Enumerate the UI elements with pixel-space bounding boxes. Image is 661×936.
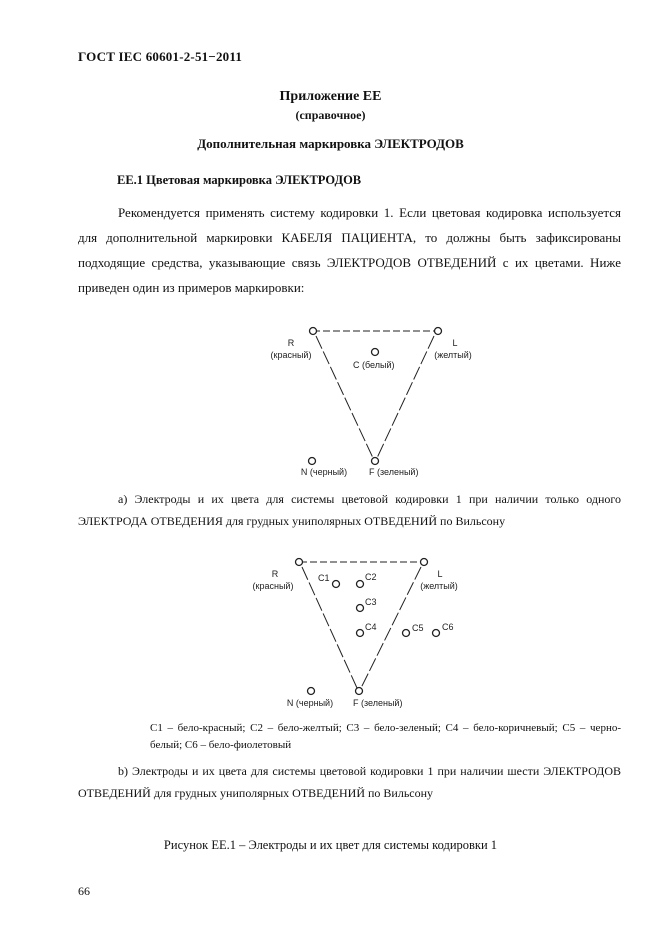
page-number: 66 [78,884,90,898]
electrode-c6 [433,630,440,637]
label-l-color: (желтый) [420,581,458,591]
electrode-f [372,458,379,465]
caption-a [78,488,621,532]
intro-paragraph [78,200,621,300]
electrode-diagram-a [250,320,472,482]
diagram-b-left-edge [302,567,357,688]
diagram-a-left-edge [316,336,373,458]
electrode-c2 [357,581,364,588]
label-c2: C2 [365,572,377,582]
label-l: L [452,338,458,348]
diagram-a-right-edge [377,336,434,458]
label-n: N (черный) [286,698,334,708]
electrode-l [421,559,428,566]
intro-text: Рекомендуется применять систему кодировки 1. Если цветовая кодировка используется для дополнительной маркировки КАБЕЛЯ ПАЦИЕНТА, то должны быть зафиксированы подходящие средства, указывающие связь ЭЛЕКТРОДОВ ОТВЕДЕНИЙ с их цветами. Ниже приведен один из примеров маркировки: [78,205,621,295]
appendix-title: Приложение ЕЕ [279,89,382,104]
label-c1: C1 [318,573,330,583]
electrode-n [309,458,316,465]
label-r: R [271,569,279,579]
appendix-subtitle: (справочное) [295,108,366,122]
label-f: F (зеленый) [353,698,403,708]
label-l-color: (желтый) [434,350,472,360]
section-title: ЕЕ.1 Цветовая маркировка ЭЛЕКТРОДОВ [117,173,362,187]
appendix-heading: Дополнительная маркировка ЭЛЕКТРОДОВ [197,136,464,151]
electrode-l [435,328,442,335]
electrode-c4 [357,630,364,637]
label-c: C (белый) [353,360,395,370]
electrode-c [372,349,379,356]
electrode-n [308,688,315,695]
electrode-color-legend: С1 – бело-красный; С2 – бело-желтый; С3 – бело-зеленый; С4 – бело-коричневый; С5 – черно-белый; С6 – бело-фиолетовый [150,722,621,751]
label-l: L [437,569,443,579]
electrode-r [310,328,317,335]
label-c5: C5 [412,623,424,633]
electrode-r [296,559,303,566]
caption-b-text: b) Электроды и их цвета для системы цветовой кодировки 1 при наличии шести ЭЛЕКТРОДОВ ОТВЕДЕНИЙ для грудных униполярных ОТВЕДЕНИЙ по Вильсону [78,764,621,800]
electrode-c1 [333,581,340,588]
caption-b [78,760,621,804]
label-c3: C3 [365,597,377,607]
label-r-color: (красный) [270,350,312,360]
label-r-color: (красный) [252,581,294,591]
label-c6: C6 [442,622,454,632]
standard-header: ГОСТ IEC 60601-2-51−2011 [78,49,243,64]
label-c4: C4 [365,622,377,632]
electrode-c5 [403,630,410,637]
caption-a-text: а) Электроды и их цвета для системы цветовой кодировки 1 при наличии только одного ЭЛЕКТРОДА ОТВЕДЕНИЯ для грудных униполярных ОТВЕДЕНИЙ по Вильсону [78,492,621,528]
label-r: R [287,338,295,348]
label-f: F (зеленый) [369,467,419,477]
electrode-c3 [357,605,364,612]
label-n: N (черный) [300,467,348,477]
electrode-f [356,688,363,695]
electrode-diagram-b [240,552,470,708]
figure-caption: Рисунок ЕЕ.1 – Электроды и их цвет для системы кодировки 1 [163,838,498,852]
